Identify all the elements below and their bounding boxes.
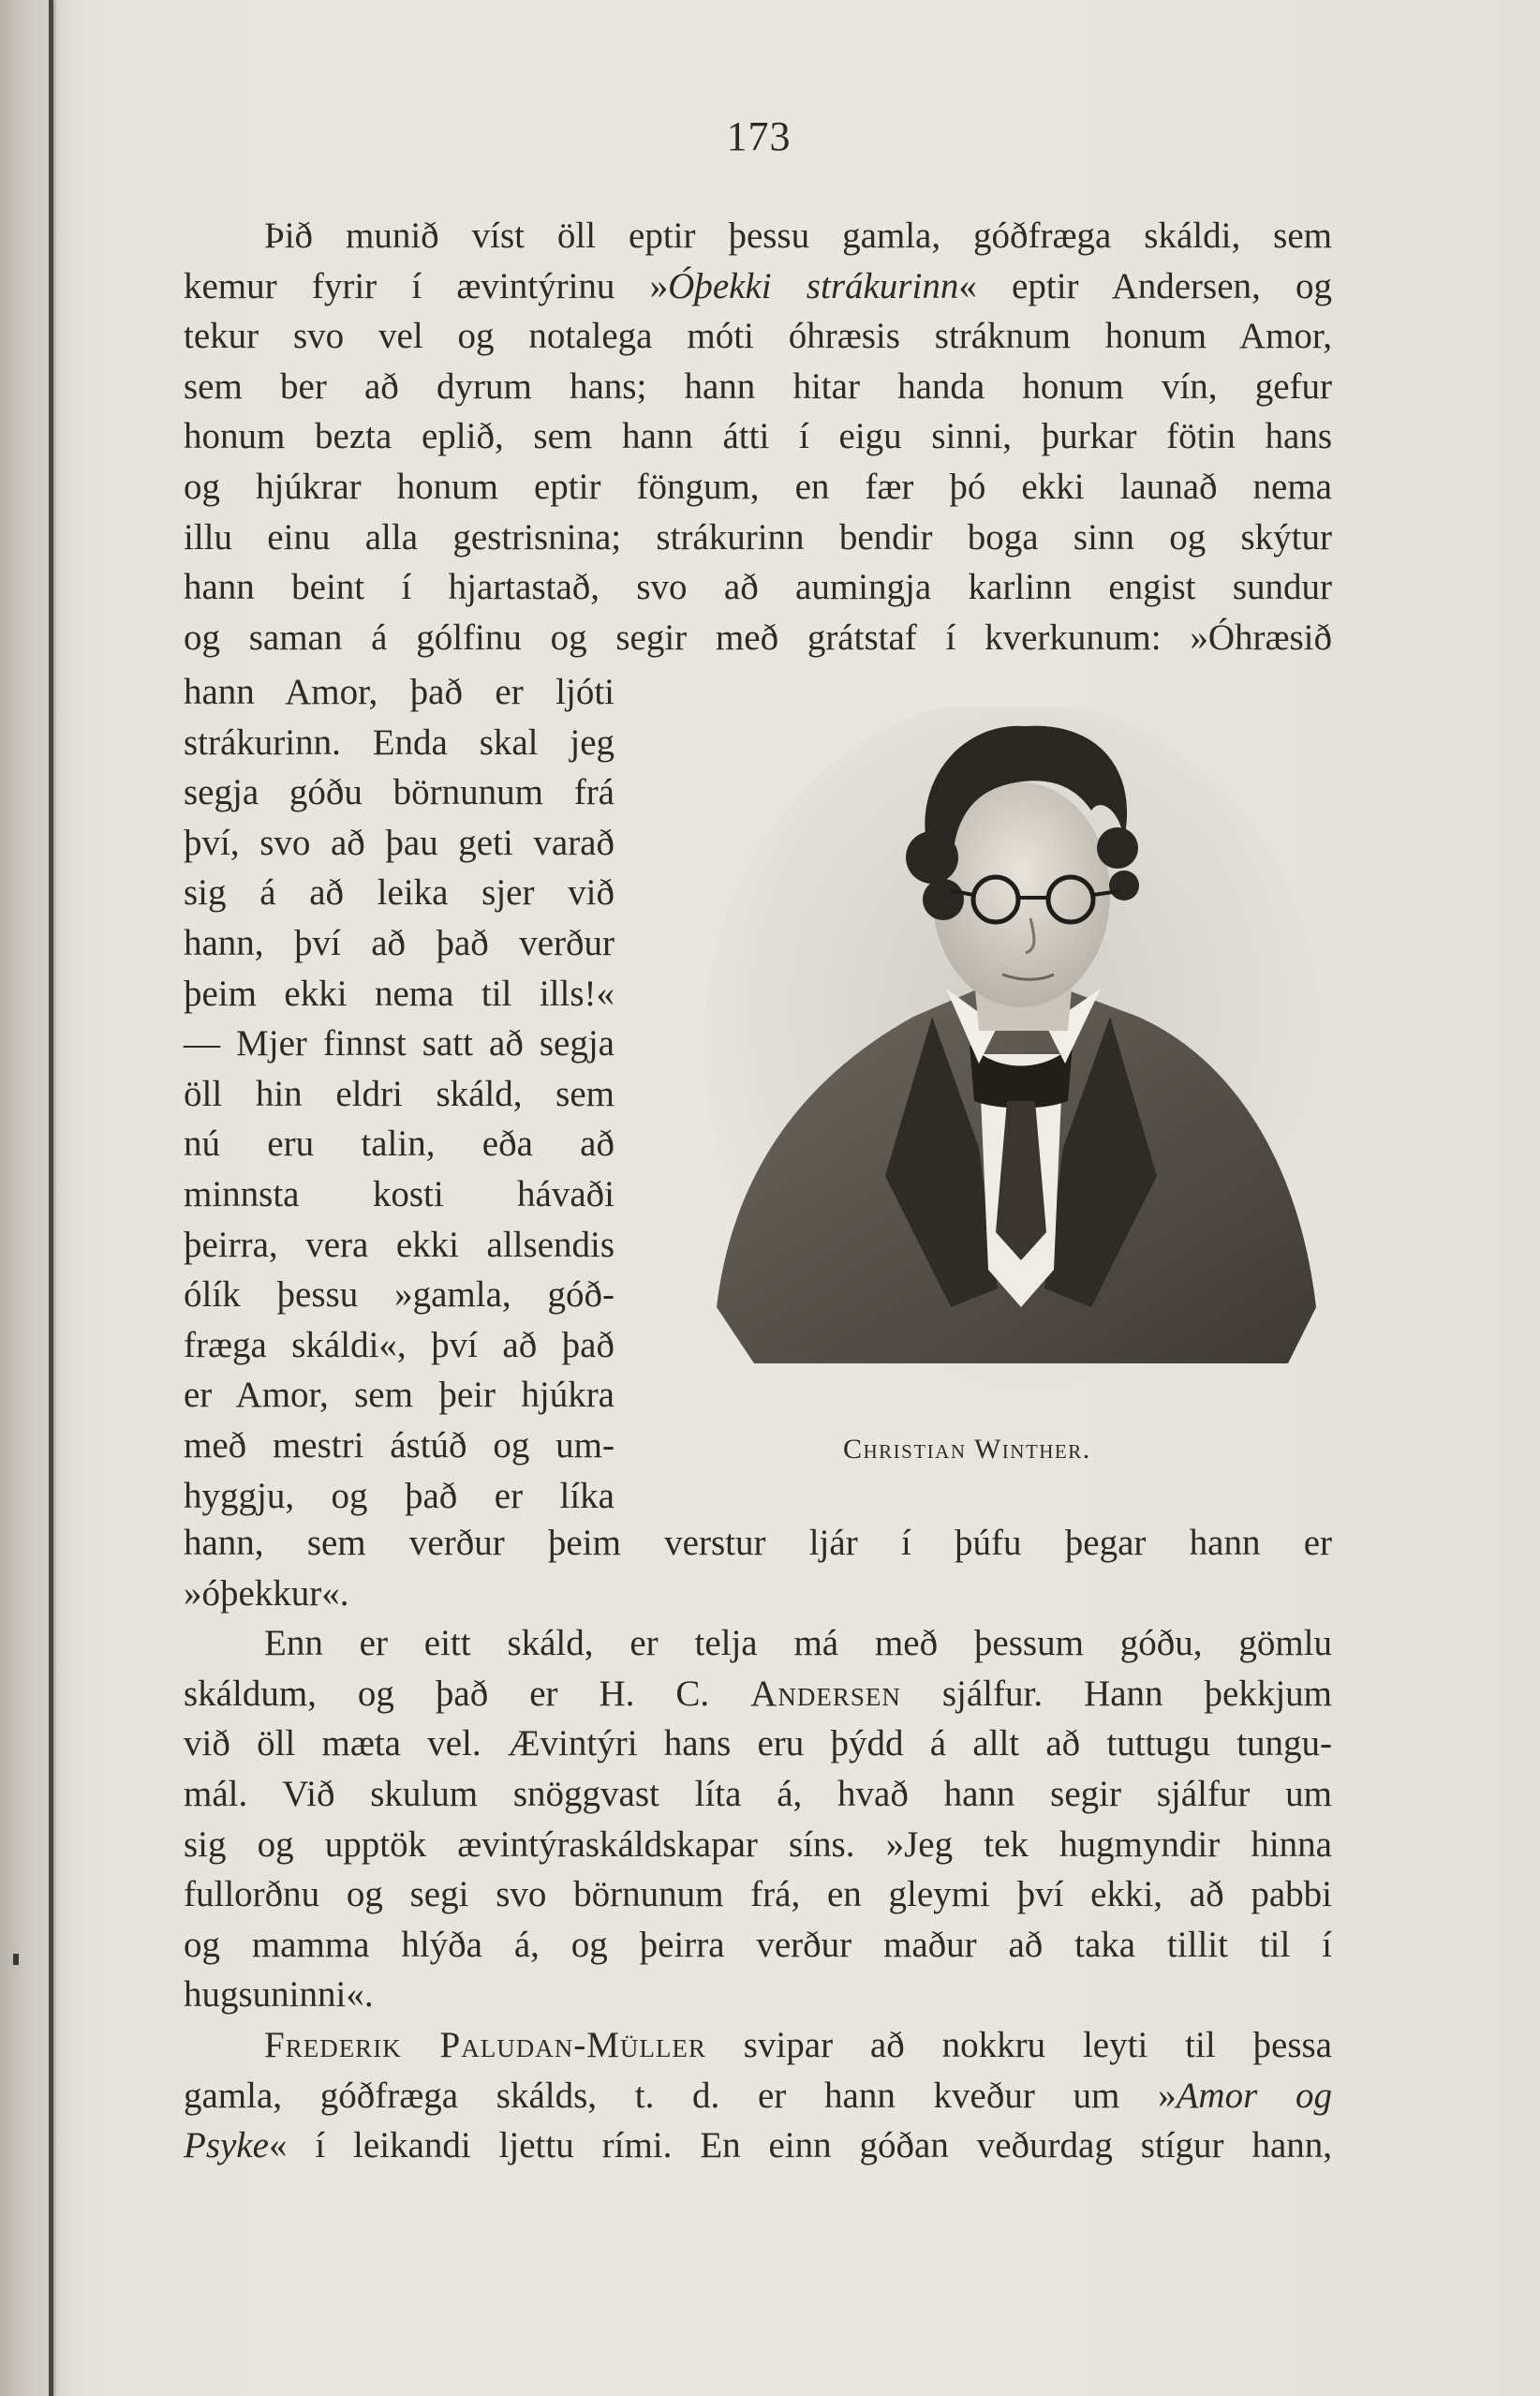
text-line: því, svo að þau geti varað [184,822,615,863]
text-line: »óþekkur«. [184,1572,349,1614]
text-fragment: sjálfur. Hann þekkjum [941,1673,1333,1714]
text-line: hann, því að það verður [184,922,615,963]
text-line: ólík þessu »gamla, góð- [184,1274,615,1316]
text-fragment: « í leikandi ljettu rími. En einn góðan veðurdag stígur hann, [268,2125,1332,2166]
small-caps-name: Frederik Paludan-Müller [264,2024,706,2065]
italic-title: Amor og [1176,2075,1332,2116]
text-line: Þið munið víst öll eptir þessu gamla, góðfræga skáldi, sem [264,216,1332,256]
italic-title: Óþekki strákurinn [668,265,959,306]
text-line: hugsuninni«. [184,1974,374,2016]
page-number: 173 [726,113,792,159]
text-line: er Amor, sem þeir hjúkra [184,1375,615,1416]
text-line: nú eru talin, eða að [184,1124,615,1165]
portrait-caption: Christian Winther. [843,1434,1091,1465]
text-line: Enn er eitt skáld, er telja má með þessum góðu, gömlu [264,1623,1332,1664]
text-line: sig á að leika sjer við [184,872,615,914]
text-line: hann Amor, það er ljóti [184,672,615,712]
text-line: strákurinn. Enda skal jeg [184,722,615,763]
text-line [184,2020,1332,2071]
gutter-shadow [0,0,75,2396]
text-line: minnsta kosti hávaði [184,1173,615,1214]
text-line: við öll mæta vel. Ævintýri hans eru þýdd á allt að tuttugu tungu- [184,1723,1332,1764]
text-line [184,261,1332,312]
text-line: sig og upptök ævintýraskáldskapar síns. »Jeg tek hugmyndir hinna [184,1823,1332,1865]
text-line [184,2121,1332,2171]
small-caps-name: Andersen [750,1673,901,1714]
text-line: með mestri ástúð og um- [184,1424,615,1466]
text-line: þeim ekki nema til ills!« [184,973,615,1014]
closing-text [184,1518,1332,2171]
text-line: og hjúkrar honum eptir föngum, en fær þó ekki launað nema [184,466,1332,507]
text-fragment: svipar að nokkru leyti til þessa [743,2024,1332,2065]
text-line: fullorðnu og segi svo börnunum frá, en gleymi því ekki, að pabbi [184,1874,1332,1915]
opening-paragraph [184,211,1332,662]
narrow-column-text [184,667,615,1521]
text-line: og mamma hlýða á, og þeirra verður maður að taka tillit til í [184,1924,1332,1965]
text-line: hann beint í hjartastað, svo að aumingja karlinn engist sundur [184,567,1332,608]
text-line: og saman á gólfinu og segir með grátstaf í kverkunum: »Óhræsið [184,617,1332,658]
text-line: honum bezta eplið, sem hann átti í eigu sinni, þurkar fötin hans [184,416,1332,457]
text-fragment: kemur fyrir í ævintýrinu » [184,265,669,306]
text-line [184,1669,1332,1719]
stray-ink-mark [13,1954,19,1965]
text-line: þeirra, vera ekki allsendis [184,1224,615,1265]
portrait-engraving [698,707,1327,1410]
italic-title: Psyke [184,2125,269,2166]
text-fragment: « eptir Andersen, og [958,265,1332,306]
text-line: mál. Við skulum snöggvast líta á, hvað hann segir sjálfur um [184,1773,1332,1814]
text-line: fræga skáldi«, því að það [184,1324,615,1365]
text-line: segja góðu börnunum frá [184,772,615,813]
text-line [184,2071,1332,2121]
text-line: illu einu alla gestrisnina; strákurinn bendir boga sinn og skýtur [184,516,1332,558]
text-line: tekur svo vel og notalega móti óhræsis stráknum honum Amor, [184,316,1332,357]
text-line: hyggju, og það er líka [184,1475,615,1516]
text-line: öll hin eldri skáld, sem [184,1073,615,1114]
text-line: — Mjer finnst satt að segja [184,1023,615,1064]
text-line: hann, sem verður þeim verstur ljár í þúfu þegar hann er [184,1523,1332,1563]
text-line: sem ber að dyrum hans; hann hitar handa honum vín, gefur [184,365,1332,407]
text-fragment: gamla, góðfræga skálds, t. d. er hann kveður um » [184,2075,1177,2116]
book-spine-edge [49,0,53,2396]
text-fragment: skáldum, og það er H. C. [184,1673,710,1714]
